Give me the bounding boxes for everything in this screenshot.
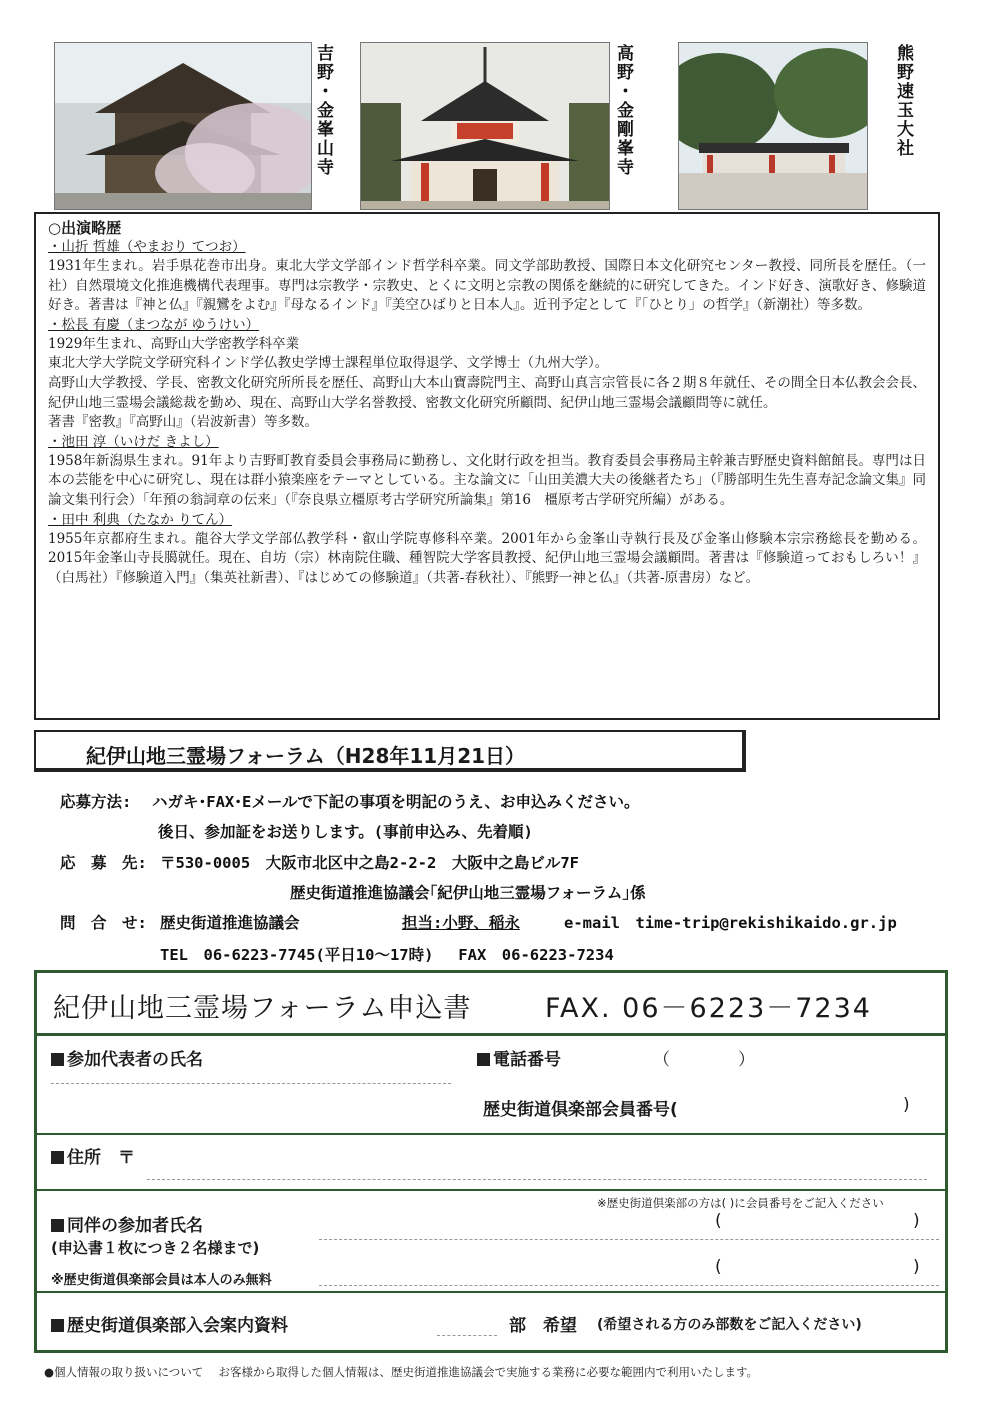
- contact-email[interactable]: e-mail time-trip@rekishikaido.gr.jp: [564, 914, 897, 932]
- companion1-paren-open: (: [715, 1211, 722, 1231]
- pagoda-photo-icon: [361, 43, 609, 209]
- divider: [37, 1189, 945, 1191]
- companion1-name-field[interactable]: [319, 1239, 939, 1240]
- apply-method-text2: 後日、参加証をお送りします。(事前申込み、先着順): [158, 823, 533, 841]
- companion2-paren-close: ): [913, 1257, 920, 1277]
- brochure-label-text: 歴史街道倶楽部入会案内資料: [67, 1316, 288, 1336]
- divider: [37, 1291, 945, 1293]
- form-fax-number: FAX. 06－6223－7234: [545, 993, 872, 1024]
- temple-photo-icon: [55, 43, 311, 209]
- rep-name-field[interactable]: [51, 1083, 451, 1084]
- forum-title-box: [34, 730, 746, 772]
- address-label-text: 住所 〒: [67, 1148, 135, 1168]
- square-bullet-icon: [477, 1053, 490, 1066]
- square-bullet-icon: [51, 1319, 64, 1332]
- form-title: 紀伊山地三霊場フォーラム申込書: [53, 993, 472, 1024]
- bio-text-matsunaga-1: 1929年生まれ、高野山大学密教学科卒業: [48, 335, 300, 352]
- contact-label: 問 合 せ:: [60, 914, 147, 932]
- divider: [37, 1133, 945, 1135]
- companion2-name-field[interactable]: [319, 1285, 939, 1286]
- member-number-note: ※歴史街道倶楽部の方は( )に会員番号をご記入ください: [597, 1196, 884, 1210]
- apply-address-label: 応 募 先:: [60, 854, 147, 872]
- bio-text-ikeda: 1958年新潟県生まれ。91年より吉野町教育委員会事務局に勤務し、文化財行政を担当。教育委員会事務局主幹兼吉野歴史資料館館長。専門は日本の芸能を中心に研究し、現在は群小猿楽座をテーマとしている。主な論文に「山田美濃大夫の後継者たち」（『勝部明生先生喜寿記念論文集』同論文集刊行会）「年預の翁詞章の伝来」（『奈良県立橿原考古学研究所論集』第16 橿原考古学研究所編）がある。: [48, 452, 926, 508]
- copies-field[interactable]: [437, 1335, 497, 1336]
- contact-org: 歴史街道推進協議会: [160, 914, 300, 932]
- square-bullet-icon: [51, 1151, 64, 1164]
- bio-text-matsunaga-4: 著書『密教』『高野山』（岩波新書）等多数。: [48, 414, 318, 431]
- form-header: [37, 973, 945, 1036]
- square-bullet-icon: [51, 1219, 64, 1232]
- copies-label: 部 希望: [509, 1316, 577, 1336]
- bio-name-yamaori: ・山折 哲雄（やまおり てつお）: [48, 239, 246, 255]
- companion-label-text: 同伴の参加者氏名: [67, 1216, 203, 1236]
- bio-name-matsunaga: ・松長 有慶（まつなが ゆうけい）: [48, 316, 260, 333]
- address-label: [51, 1143, 135, 1168]
- shrine-photo-icon: [679, 43, 867, 209]
- companion2-paren-open: (: [715, 1257, 722, 1277]
- companion1-paren-close: ): [913, 1211, 920, 1231]
- apply-address-text2: 歴史街道推進協議会｢紀伊山地三霊場フォーラム｣係: [290, 884, 646, 902]
- privacy-notice: ●個人情報の取り扱いについて お客様から取得した個人情報は、歴史街道推進協議会で実施する業務に必要な範囲内で利用いたします。: [44, 1365, 759, 1379]
- rep-name-label-text: 参加代表者の氏名: [67, 1050, 203, 1070]
- rep-name-label: [51, 1045, 203, 1070]
- phone-label-text: 電話番号: [493, 1050, 561, 1070]
- address-field[interactable]: [147, 1179, 927, 1180]
- bio-text-yamaori: 1931年生まれ。岩手県花巻市出身。東北大学文学部インド哲学科卒業。同文学部助教授、国際日本文化研究センター教授、同所長を歴任。（一社）自然環境文化推進機構代表理事。専門は宗教学・宗教史、とくに文明と宗教の関係を継続的に研究してきた。インド好き、演歌好き、修験道好き。著書は『神と仏』『親鸞をよむ』『母なるインド』『美空ひばりと日本人』。近刊予定として『「ひとり」の哲学』（新潮社）等多数。: [48, 258, 926, 314]
- bio-text-tanaka: 1955年京都府生まれ。龍谷大学文学部仏教学科・叡山学院専修科卒業。2001年から金峯山寺執行長及び金峯山修験本宗宗務総長を勤める。2015年金峯山寺長臈就任。現在、自坊（宗）林南院住職、種智院大学客員教授、紀伊山地三霊場会議顧問。著書は『修験道っておもしろい！』（白馬社）『修験道入門』（集英社新書）、『はじめての修験道』（共著-春秋社）、『熊野一神と仏』（共著-原書房）など。: [48, 530, 926, 586]
- companion-label: [51, 1211, 203, 1236]
- companion-note: ※歴史街道倶楽部会員は本人のみ無料: [51, 1273, 272, 1288]
- companion-sub: (申込書１枚につき２名様まで): [51, 1239, 260, 1257]
- phone-label: [477, 1045, 561, 1070]
- caption-kongobuji: 高野・金剛峯寺: [613, 44, 633, 177]
- bio-text-matsunaga-2: 東北大学大学院文学研究科インド学仏教史学博士課程単位取得退学、文学博士（九州大学）。: [48, 355, 609, 372]
- contact-tel-fax: TEL 06-6223-7745(平日10～17時) FAX 06-6223-7234: [160, 946, 614, 964]
- application-form: [34, 970, 948, 1353]
- square-bullet-icon: [51, 1053, 64, 1066]
- caption-hayatama: 熊野速玉大社: [893, 44, 913, 158]
- performer-bio-box: [34, 212, 940, 720]
- apply-address-text: 〒530-0005 大阪市北区中之島2-2-2 大阪中之島ビル7F: [160, 854, 579, 872]
- forum-title: 紀伊山地三霊場フォーラム（H28年11月21日）: [86, 744, 526, 768]
- phone-field[interactable]: （ ）: [653, 1050, 755, 1070]
- bio-text-matsunaga-3: 高野山大学教授、学長、密教文化研究所所長を歴任、高野山大本山寶壽院門主、高野山真言宗管長に各２期８年就任、その間全日本仏教会会長、紀伊山地三霊場会議総裁を勤め、現在、高野山大学名誉教授、密教文化研究所顧問、紀伊山地三霊場会議顧問等に就任。: [48, 374, 926, 411]
- bio-name-ikeda: ・池田 淳（いけだ きよし）: [48, 433, 219, 450]
- photo-kongobuji: [360, 42, 610, 210]
- photo-hayatama: [678, 42, 868, 210]
- bio-heading: ○出演略歴: [48, 219, 122, 237]
- caption-kinpusenji: 吉野・金峯山寺: [313, 44, 333, 177]
- member-number-label: 歴史街道倶楽部会員番号(: [483, 1100, 678, 1120]
- bio-name-tanaka: ・田中 利典（たなか りてん）: [48, 511, 233, 528]
- contact-person: 担当:小野、稲永: [402, 914, 520, 932]
- copies-note: (希望される方のみ部数をご記入ください): [597, 1317, 862, 1333]
- apply-method-label: 応募方法:: [60, 793, 132, 811]
- apply-method-text: ハガキ･FAX･Eメールで下記の事項を明記のうえ、お申込みください。: [152, 793, 640, 811]
- member-number-close: ): [903, 1095, 910, 1115]
- brochure-label: [51, 1311, 288, 1336]
- photo-kinpusenji: [54, 42, 312, 210]
